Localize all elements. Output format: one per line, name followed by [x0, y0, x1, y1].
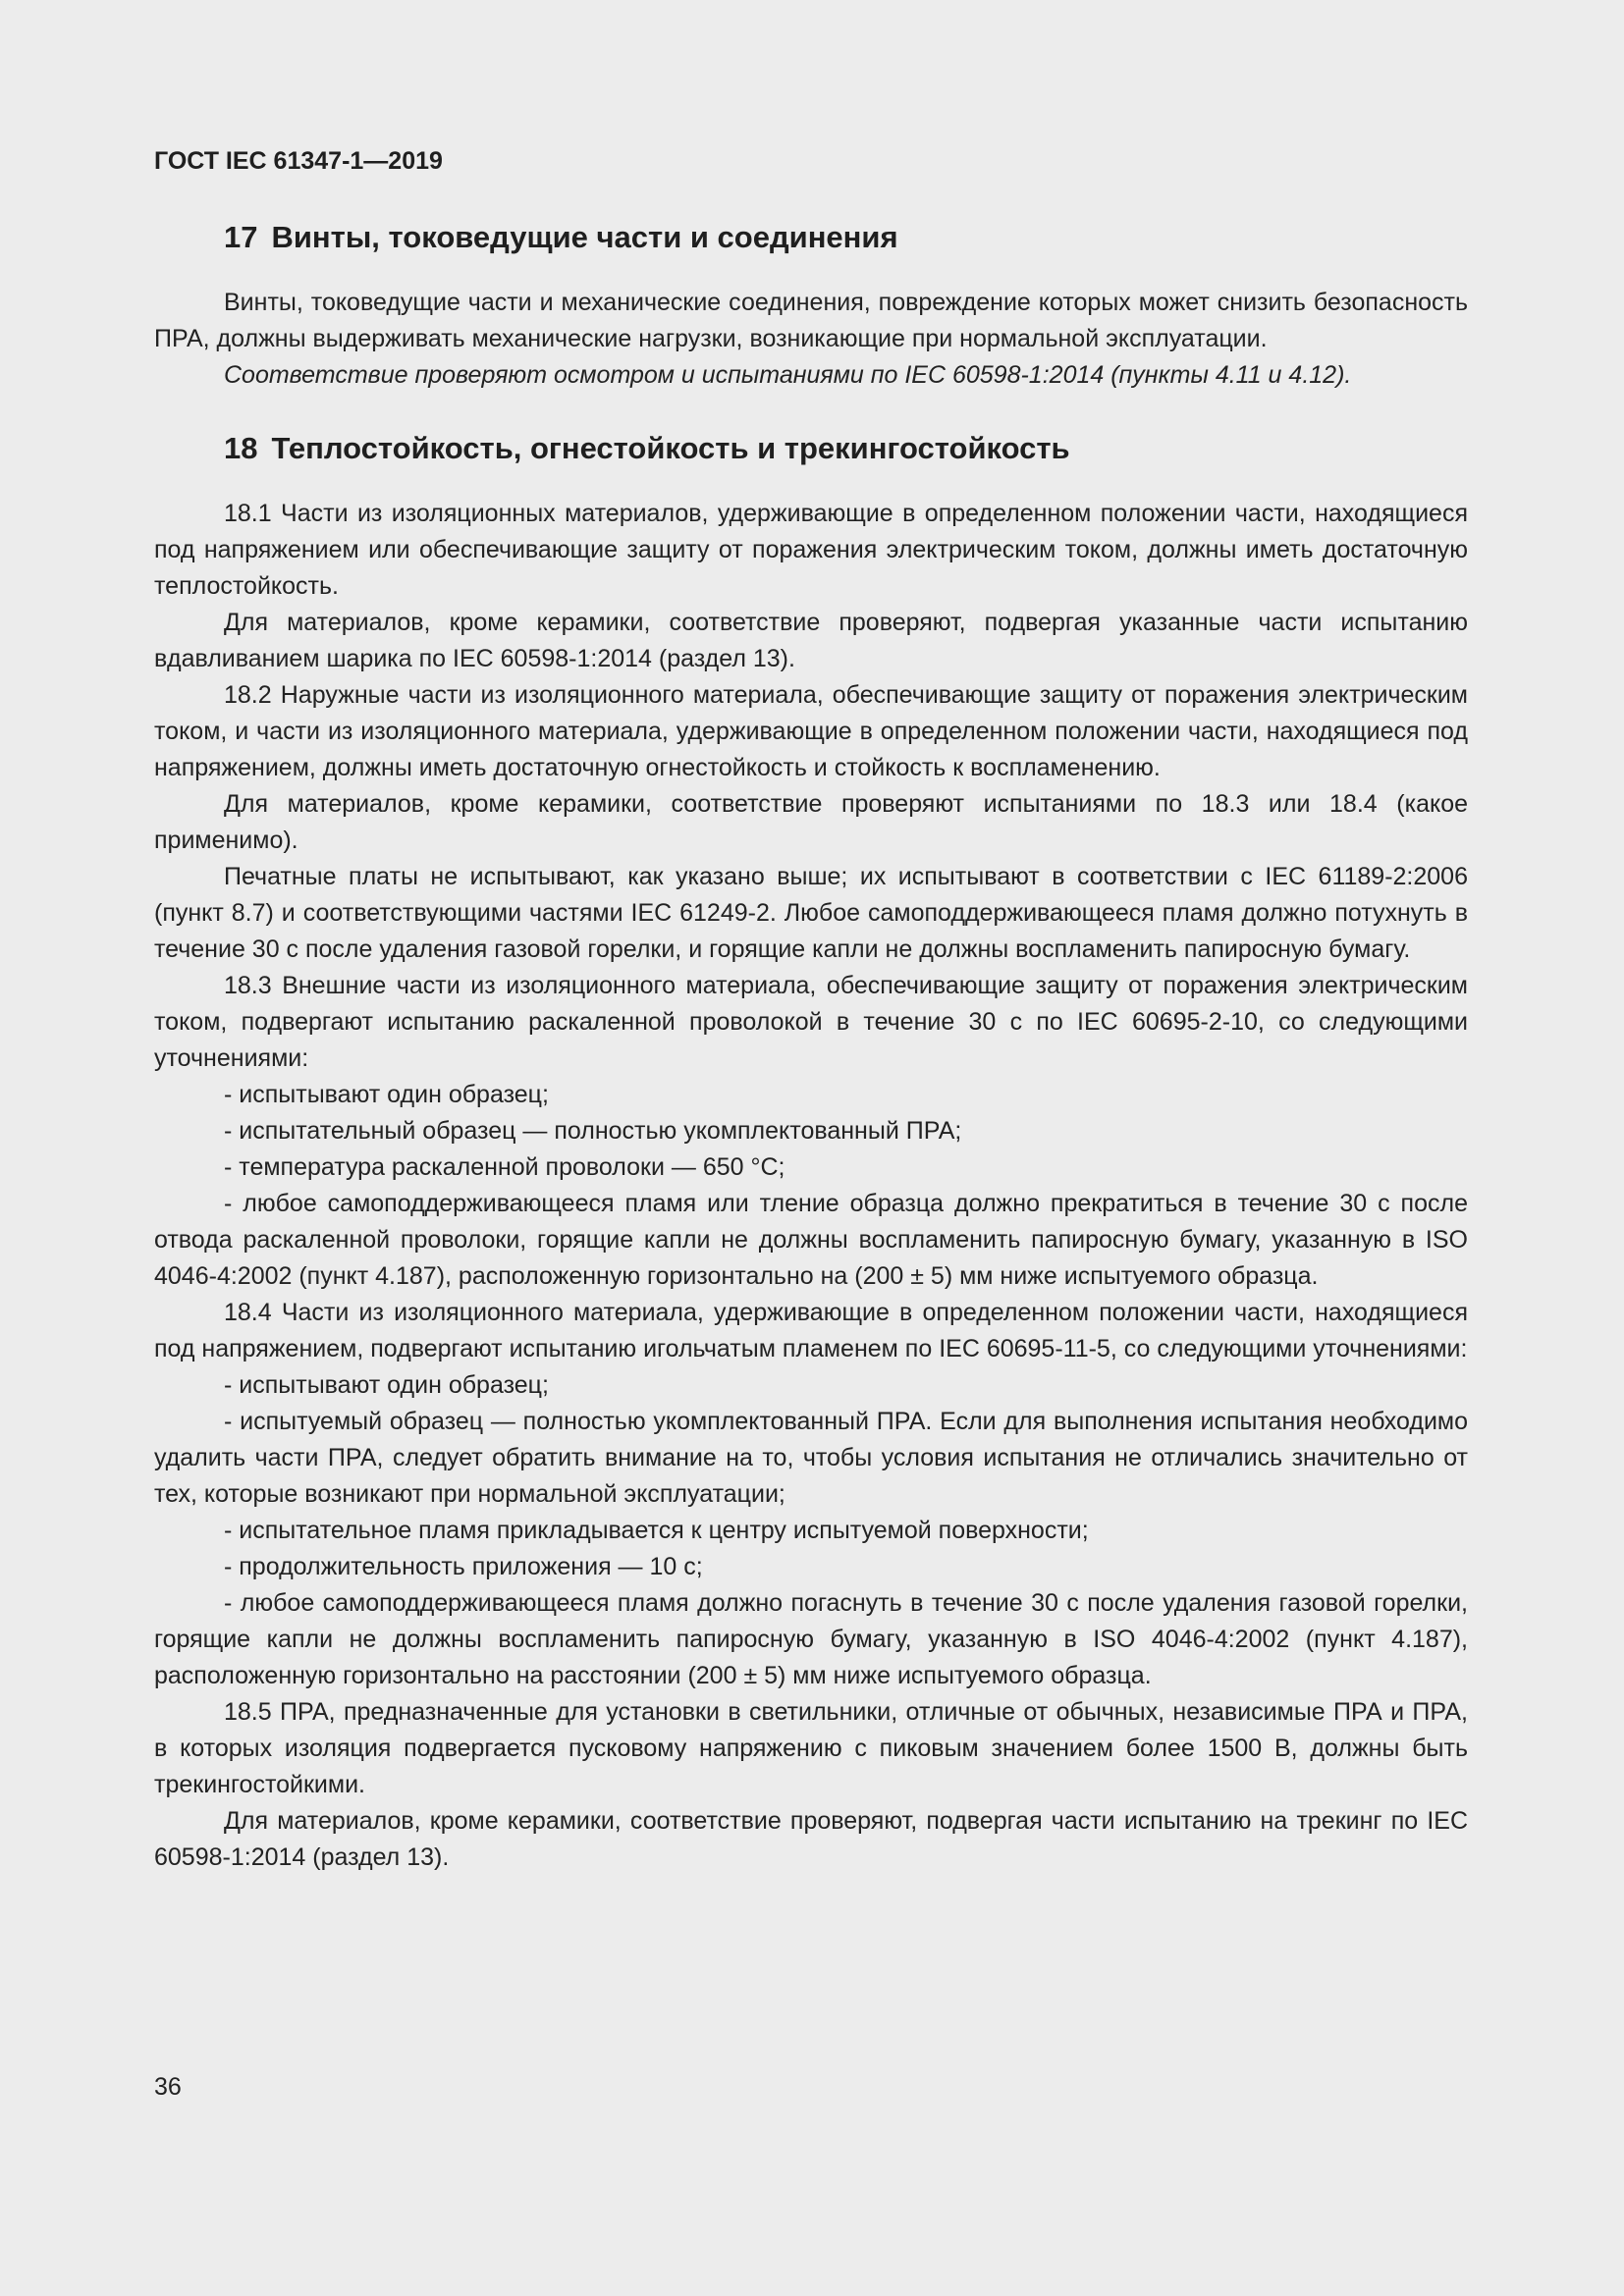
- section-title: Теплостойкость, огнестойкость и трекингостойкость: [271, 431, 1070, 465]
- paragraph: Винты, токоведущие части и механические соединения, повреждение которых может снизить безопасность ПРА, должны выдерживать механические нагрузки, возникающие при нормальной эксплуатации.: [154, 289, 1468, 352]
- list-item: - испытательное пламя прикладывается к центру испытуемой поверхности;: [224, 1517, 1089, 1544]
- paragraph: 18.1 Части из изоляционных материалов, удерживающие в определенном положении части, находящиеся под напряжением или обеспечивающие защиту от поражения электрическим током, должны иметь достаточную теплостойкость.: [154, 500, 1468, 600]
- list-item: - испытывают один образец;: [224, 1371, 549, 1399]
- document-header: ГОСТ IEC 61347-1—2019: [154, 147, 443, 175]
- list-item: - продолжительность приложения — 10 с;: [224, 1553, 703, 1580]
- list-item: - испытательный образец — полностью укомплектованный ПРА;: [224, 1117, 962, 1145]
- paragraph: 18.3 Внешние части из изоляционного материала, обеспечивающие защиту от поражения электрическим током, подвергают испытанию раскаленной проволокой в течение 30 с по IEC 60695-2-10, со следующими уточнениями:: [154, 972, 1468, 1072]
- list-item: - любое самоподдерживающееся пламя или тление образца должно прекратиться в течение 30 с после отвода раскаленной проволоки, горящие капли не должны воспламенить папиросную бумагу, указанную в ISO 4046-4:2002 (пункт 4.187), расположенную горизонтально на (200 ± 5) мм ниже испытуемого образца.: [154, 1190, 1468, 1290]
- list-item: - испытуемый образец — полностью укомплектованный ПРА. Если для выполнения испытания необходимо удалить части ПРА, следует обратить внимание на то, чтобы условия испытания не отличались значительно от тех, которые возникают при нормальной эксплуатации;: [154, 1408, 1468, 1508]
- section-number: 17: [224, 220, 258, 254]
- paragraph: 18.4 Части из изоляционного материала, удерживающие в определенном положении части, находящиеся под напряжением, подвергают испытанию игольчатым пламенем по IEC 60695-11-5, со следующими уточнениями:: [154, 1299, 1468, 1362]
- list-item: - температура раскаленной проволоки — 650 °С;: [224, 1153, 785, 1181]
- paragraph: Для материалов, кроме керамики, соответствие проверяют, подвергая части испытанию на трекинг по IEC 60598-1:2014 (раздел 13).: [154, 1807, 1468, 1871]
- page-content: [154, 218, 1468, 1876]
- section-18-heading: [154, 429, 1468, 468]
- section-number: 18: [224, 431, 258, 465]
- list-item: - любое самоподдерживающееся пламя должно погаснуть в течение 30 с после удаления газовой горелки, горящие капли не должны воспламенить папиросную бумагу, указанную в ISO 4046-4:2002 (пункт 4.187), расположенную горизонтально на расстоянии (200 ± 5) мм ниже испытуемого образца.: [154, 1589, 1468, 1689]
- paragraph: Для материалов, кроме керамики, соответствие проверяют, подвергая указанные части испытанию вдавливанием шарика по IEC 60598-1:2014 (раздел 13).: [154, 609, 1468, 672]
- list-item: - испытывают один образец;: [224, 1081, 549, 1108]
- paragraph: 18.2 Наружные части из изоляционного материала, обеспечивающие защиту от поражения электрическим током, и части из изоляционного материала, удерживающие в определенном положении части, находящиеся под напряжением, должны иметь достаточную огнестойкость и стойкость к воспламенению.: [154, 681, 1468, 781]
- compliance-paragraph: Соответствие проверяют осмотром и испытаниями по IEC 60598-1:2014 (пункты 4.11 и 4.12).: [224, 361, 1352, 389]
- paragraph: Для материалов, кроме керамики, соответствие проверяют испытаниями по 18.3 или 18.4 (какое применимо).: [154, 790, 1468, 854]
- section-17-heading: [154, 218, 1468, 257]
- paragraph: Печатные платы не испытывают, как указано выше; их испытывают в соответствии с IEC 61189-2:2006 (пункт 8.7) и соответствующими частями IEC 61249-2. Любое самоподдерживающееся пламя должно потухнуть в течение 30 с после удаления газовой горелки, и горящие капли не должны воспламенить папиросную бумагу.: [154, 863, 1468, 963]
- section-title: Винты, токоведущие части и соединения: [271, 220, 898, 254]
- paragraph: 18.5 ПРА, предназначенные для установки в светильники, отличные от обычных, независимые ПРА и ПРА, в которых изоляция подвергается пусковому напряжению с пиковым значением более 1500 В, должны быть трекингостойкими.: [154, 1698, 1468, 1798]
- page-number: 36: [154, 2073, 182, 2101]
